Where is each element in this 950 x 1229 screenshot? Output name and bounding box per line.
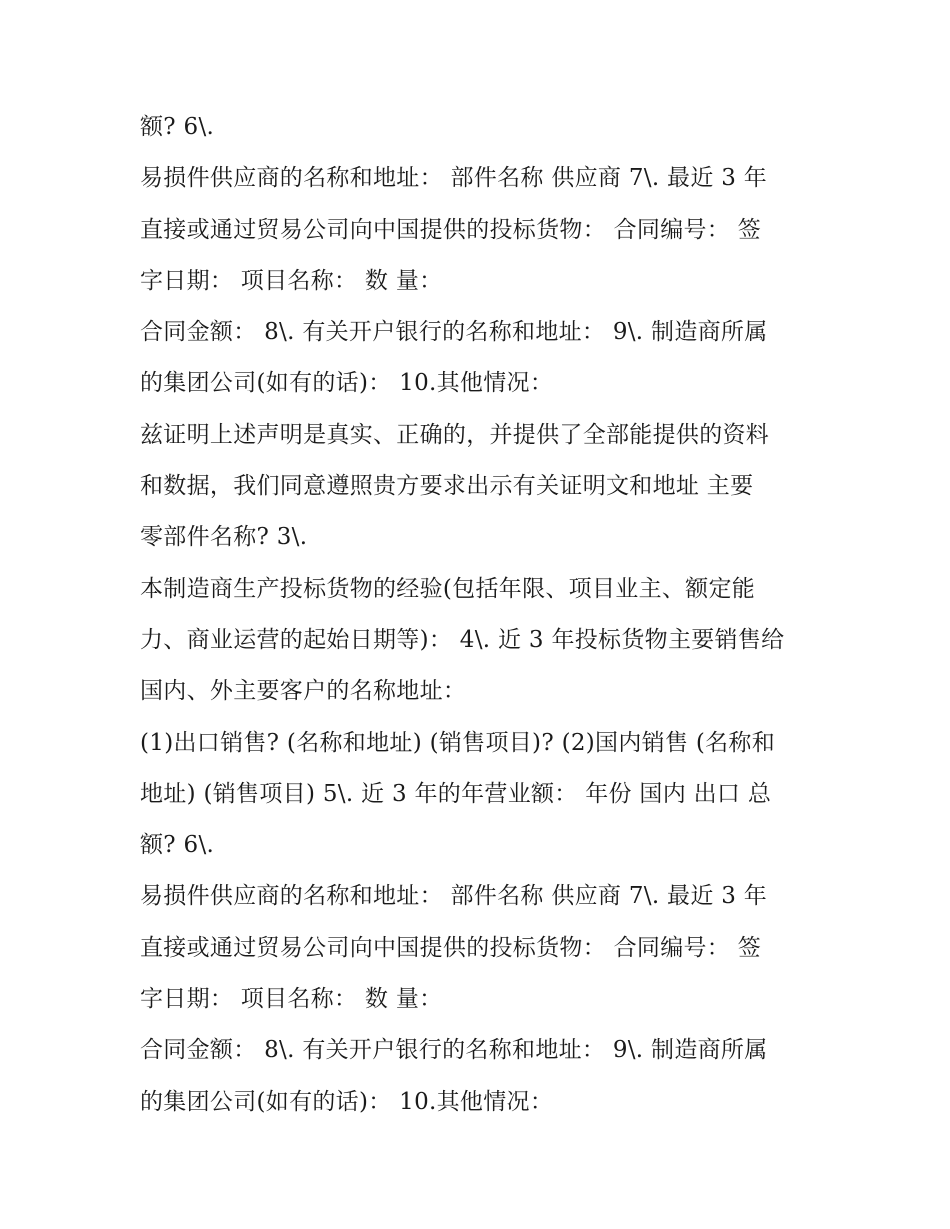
text-line: 和数据，我们同意遵照贵方要求出示有关证明文和地址 主要 [140, 473, 754, 500]
text-line: 易损件供应商的名称和地址： 部件名称 供应商 7\. 最近 3 年 [140, 165, 768, 192]
text-line: 本制造商生产投标货物的经验(包括年限、项目业主、额定能 [140, 575, 756, 602]
text-line: 合同金额： 8\. 有关开户银行的名称和地址： 9\. 制造商所属 [140, 319, 768, 346]
text-line: 额? 6\. [140, 114, 215, 140]
text-line: (1)出口销售? (名称和地址) (销售项目)? (2)国内销售 (名称和 [140, 729, 776, 756]
text-line: 直接或通过贸易公司向中国提供的投标货物： 合同编号： 签 [140, 934, 762, 961]
text-line: 合同金额： 8\. 有关开户银行的名称和地址： 9\. 制造商所属 [140, 1037, 768, 1064]
text-line: 的集团公司(如有的话)： 10.其他情况： [140, 1088, 554, 1115]
text-line: 零部件名称? 3\. [140, 524, 308, 551]
text-line: 地址) (销售项目) 5\. 近 3 年的年营业额： 年份 国内 出口 总 [140, 780, 772, 807]
text-line: 字日期： 项目名称： 数 量： [140, 986, 443, 1013]
text-line: 的集团公司(如有的话)： 10.其他情况： [140, 370, 554, 397]
document-body [140, 102, 820, 1128]
text-line: 直接或通过贸易公司向中国提供的投标货物： 合同编号： 签 [140, 216, 762, 243]
text-line: 额? 6\. [140, 832, 215, 859]
text-line: 兹证明上述声明是真实、正确的，并提供了全部能提供的资料 [140, 421, 770, 448]
text-line: 字日期： 项目名称： 数 量： [140, 267, 443, 294]
text-line: 力、商业运营的起始日期等)： 4\. 近 3 年投标货物主要销售给 [140, 626, 785, 653]
text-line: 国内、外主要客户的名称地址： [140, 678, 467, 705]
text-line: 易损件供应商的名称和地址： 部件名称 供应商 7\. 最近 3 年 [140, 883, 768, 910]
